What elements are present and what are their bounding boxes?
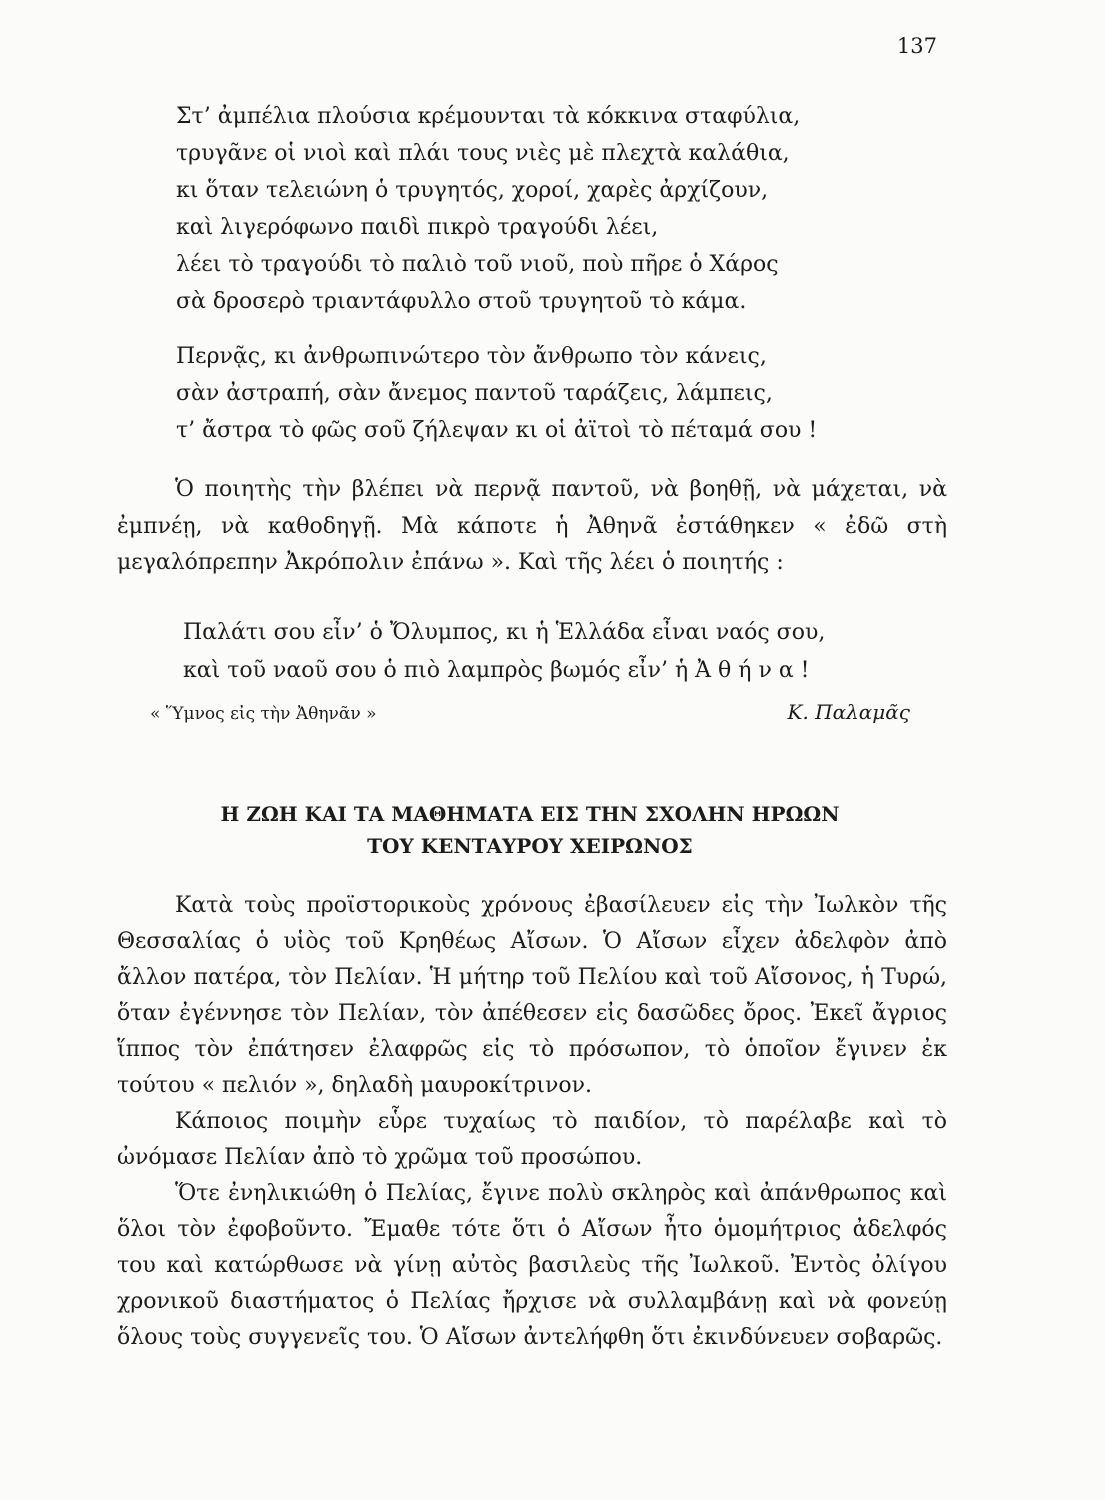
section-title-line-1: Η ΖΩΗ ΚΑΙ ΤΑ ΜΑΘΗΜΑΤΑ ΕΙΣ ΤΗΝ ΣΧΟΛΗΝ ΗΡΩΩΝ — [220, 802, 840, 826]
attribution-source: « Ὕμνος εἰς τὴν Ἀθηνᾶν » — [150, 704, 377, 724]
poem-line: σὰ δροσερὸ τριαντάφυλλο στοῦ τρυγητοῦ τὸ κάμα. — [176, 289, 747, 314]
page-number: 137 — [896, 34, 937, 58]
poem-line: Περνᾷς, κι ἀνθρωπινώτερο τὸν ἄνθρωπο τὸν κάνεις, — [176, 344, 767, 369]
poem-line: σὰν ἀστραπή, σὰν ἄνεμος παντοῦ ταράζεις, λάμπεις, — [176, 381, 773, 406]
quote-line: καὶ τοῦ ναοῦ σου ὁ πιὸ λαμπρὸς βωμός εἶν’ ἡ Ἀ θ ή ν α ! — [183, 658, 810, 683]
section-title-line-2: ΤΟΥ ΚΕΝΤΑΥΡΟΥ ΧΕΙΡΩΝΟΣ — [367, 834, 693, 858]
poem-line: τρυγᾶνε οἱ νιοὶ καὶ πλάι τους νιὲς μὲ πλεχτὰ καλάθια, — [176, 141, 790, 166]
body-text — [117, 888, 947, 1356]
poem-stanza-1 — [176, 98, 800, 320]
hymn-quote — [183, 614, 825, 690]
section-title — [130, 798, 930, 862]
body-paragraph: Ὅτε ἐνηλικιώθη ὁ Πελίας, ἔγινε πολὺ σκληρὸς καὶ ἀπάνθρωπος καὶ ὅλοι τὸν ἐφοβοῦντο. Ἔμαθε τότε ὅτι ὁ Αἴσων ἦτο ὁμομήτριος ἀδελφός του καὶ κατώρθωσε νὰ γίνῃ αὐτὸς βασιλεὺς τῆς Ἰωλκοῦ. Ἐντὸς ὀλίγου χρονικοῦ διαστήματος ὁ Πελίας ἤρχισε νὰ συλλαμβάνῃ καὶ νὰ φονεύῃ ὅλους τοὺς συγγενεῖς του. Ὁ Αἴσων ἀντελήφθη ὅτι ἐκινδύνευεν σοβαρῶς. — [117, 1181, 947, 1350]
intro-paragraph: Ὁ ποιητὴς τὴν βλέπει νὰ περνᾷ παντοῦ, νὰ βοηθῇ, νὰ μάχεται, νὰ ἐμπνέῃ, νὰ καθοδηγῇ. Μὰ κάποτε ἡ Ἀθηνᾶ ἐστάθηκεν « ἐδῶ στὴ μεγαλόπρεπην Ἀκρόπολιν ἐπάνω ». Καὶ τῆς λέει ὁ ποιητής : — [117, 477, 947, 575]
poem-line: Στ’ ἀμπέλια πλούσια κρέμουνται τὰ κόκκινα σταφύλια, — [176, 104, 801, 129]
attribution-author: Κ. Παλαμᾶς — [787, 700, 910, 724]
poem-line: τ’ ἄστρα τὸ φῶς σοῦ ζήλεψαν κι οἱ ἀϊτοὶ τὸ πέταμά σου ! — [176, 418, 818, 443]
quote-line: Παλάτι σου εἶν’ ὁ Ὄλυμπος, κι ἡ Ἑλλάδα εἶναι ναός σου, — [183, 620, 826, 645]
poem-line: λέει τὸ τραγούδι τὸ παλιὸ τοῦ νιοῦ, ποὺ πῆρε ὁ Χάρος — [176, 252, 779, 277]
poem-stanza-2 — [176, 338, 817, 449]
attribution — [150, 700, 910, 724]
body-paragraph: Κάποιος ποιμὴν εὗρε τυχαίως τὸ παιδίον, τὸ παρέλαβε καὶ τὸ ὠνόμασε Πελίαν ἀπὸ τὸ χρῶμα τοῦ προσώπου. — [117, 1109, 947, 1170]
poem-line: κι ὅταν τελειώνη ὁ τρυγητός, χοροί, χαρὲς ἀρχίζουν, — [176, 178, 769, 203]
poem-line: καὶ λιγερόφωνο παιδὶ πικρὸ τραγούδι λέει, — [176, 215, 659, 240]
body-paragraph: Κατὰ τοὺς προϊστορικοὺς χρόνους ἐβασίλευεν εἰς τὴν Ἰωλκὸν τῆς Θεσσαλίας ὁ υἱὸς τοῦ Κρηθέως Αἴσων. Ὁ Αἴσων εἶχεν ἀδελφὸν ἀπὸ ἄλλον πατέρα, τὸν Πελίαν. Ἡ μήτηρ τοῦ Πελίου καὶ τοῦ Αἴσονος, ἡ Τυρώ, ὅταν ἐγέννησε τὸν Πελίαν, τὸν ἀπέθεσεν εἰς δασῶδες ὄρος. Ἐκεῖ ἄγριος ἵππος τὸν ἐπάτησεν ἐλαφρῶς εἰς τὸ πρόσωπον, τὸ ὁποῖον ἔγινεν ἐκ τούτου « πελιόν », δηλαδὴ μαυροκίτρινον. — [117, 893, 947, 1098]
